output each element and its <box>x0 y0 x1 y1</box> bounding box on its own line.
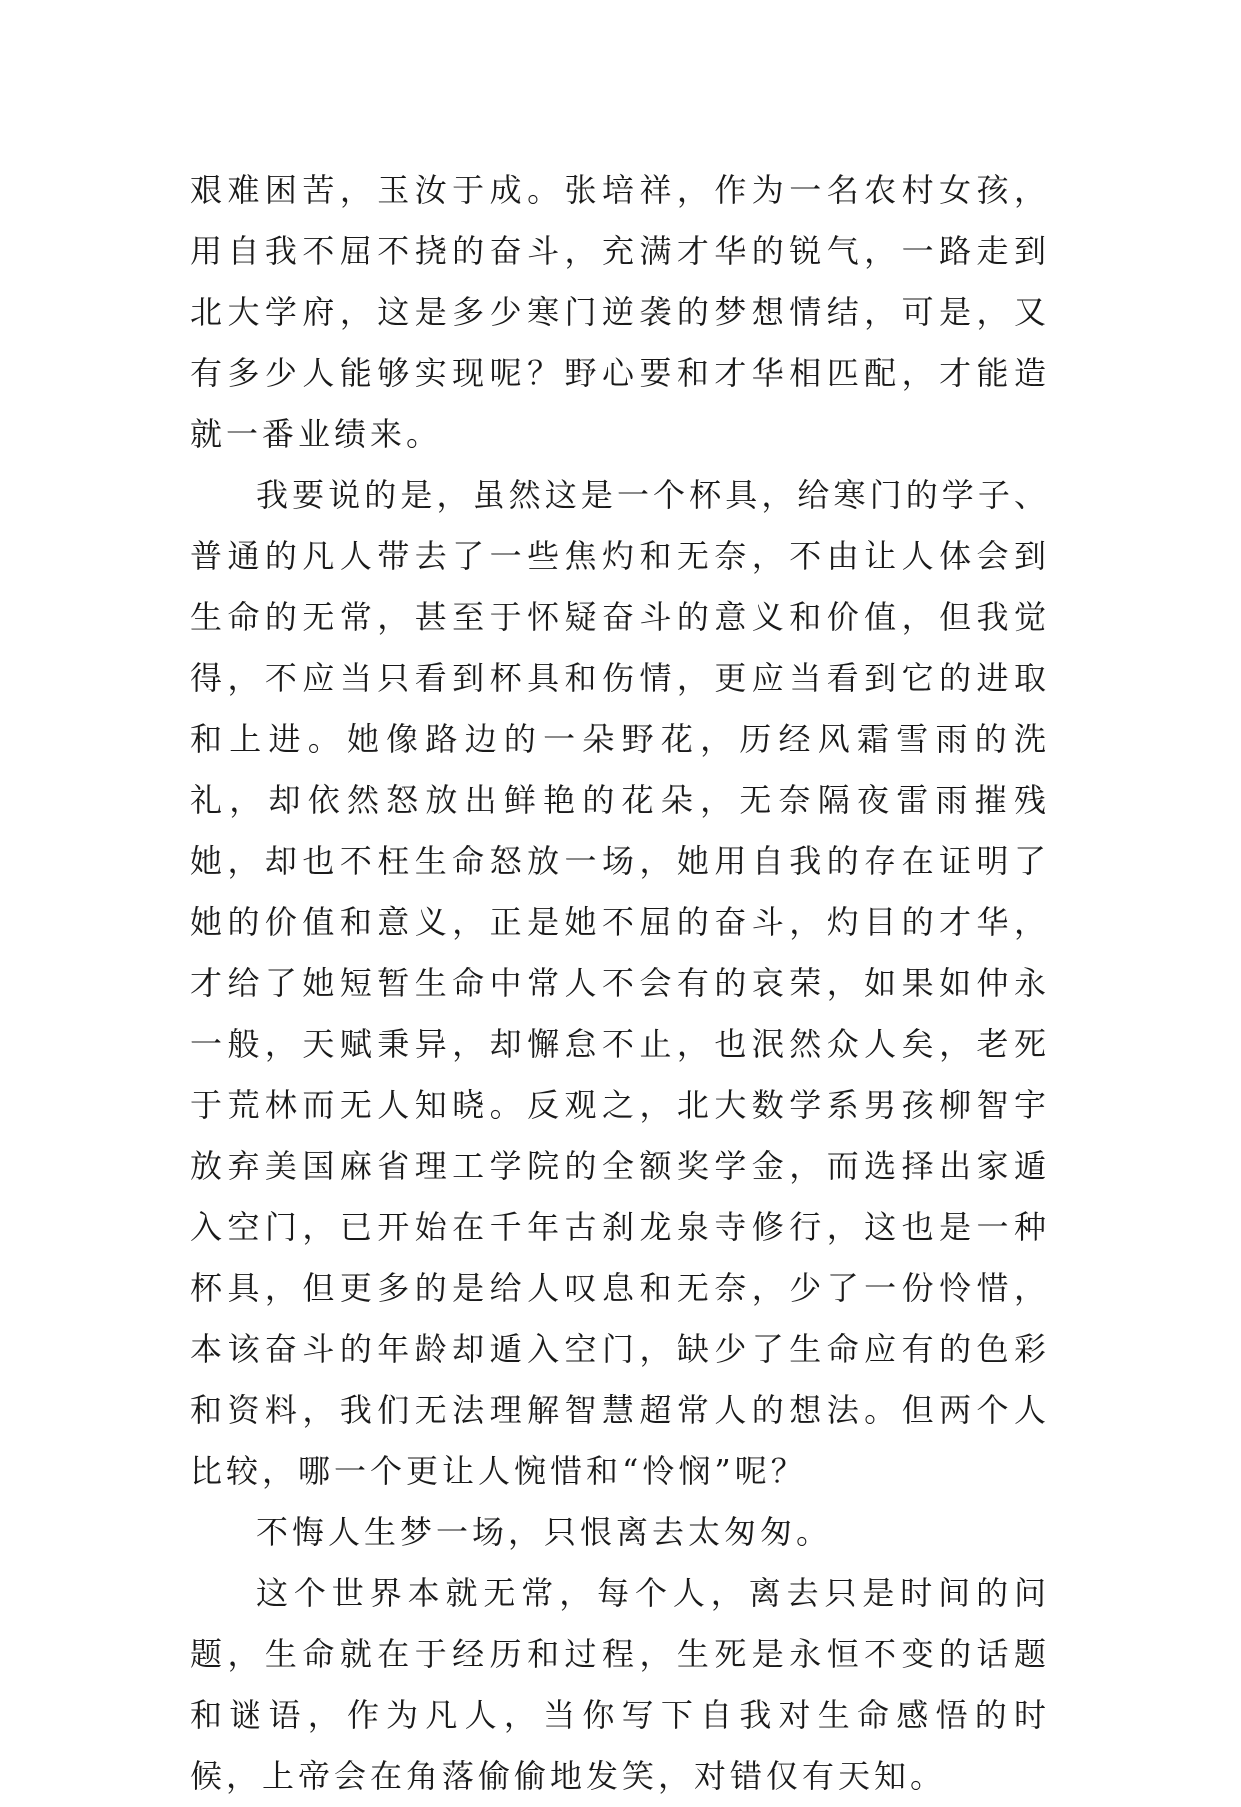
paragraph-4: 这个世界本就无常，每个人，离去只是时间的问题，生命就在于经历和过程，生死是永恒不变的话题和谜语，作为凡人，当你写下自我对生命感悟的时候，上帝会在角落偷偷地发笑，对错仅有天知。 <box>190 1574 1050 1795</box>
paragraph-1: 艰难困苦，玉汝于成。张培祥，作为一名农村女孩，用自我不屈不挠的奋斗，充满才华的锐气，一路走到北大学府，这是多少寒门逆袭的梦想情结，可是，又有多少人能够实现呢？野心要和才华相匹配，才能造就一番业绩来。 <box>190 171 1050 453</box>
paragraph-2: 我要说的是，虽然这是一个杯具，给寒门的学子、普通的凡人带去了一些焦灼和无奈，不由让人体会到生命的无常，甚至于怀疑奋斗的意义和价值，但我觉得，不应当只看到杯具和伤情，更应当看到它的进取和上进。她像路边的一朵野花，历经风霜雪雨的洗礼，却依然怒放出鲜艳的花朵，无奈隔夜雷雨摧残她，却也不枉生命怒放一场，她用自我的存在证明了她的价值和意义，正是她不屈的奋斗，灼目的才华，才给了她短暂生命中常人不会有的哀荣，如果如仲永一般，天赋秉异，却懈怠不止，也泯然众人矣，老死于荒林而无人知晓。反观之，北大数学系男孩柳智宇放弃美国麻省理工学院的全额奖学金，而选择出家遁入空门，已开始在千年古刹龙泉寺修行，这也是一种杯具，但更多的是给人叹息和无奈，少了一份怜惜，本该奋斗的年龄却遁入空门，缺少了生命应有的色彩和资料，我们无法理解智慧超常人的想法。但两个人比较，哪一个更让人惋惜和“怜悯”呢？ <box>190 476 1050 1490</box>
paragraph-3: 不悔人生梦一场，只恨离去太匆匆。 <box>256 1513 833 1551</box>
document-body <box>190 160 1050 1807</box>
